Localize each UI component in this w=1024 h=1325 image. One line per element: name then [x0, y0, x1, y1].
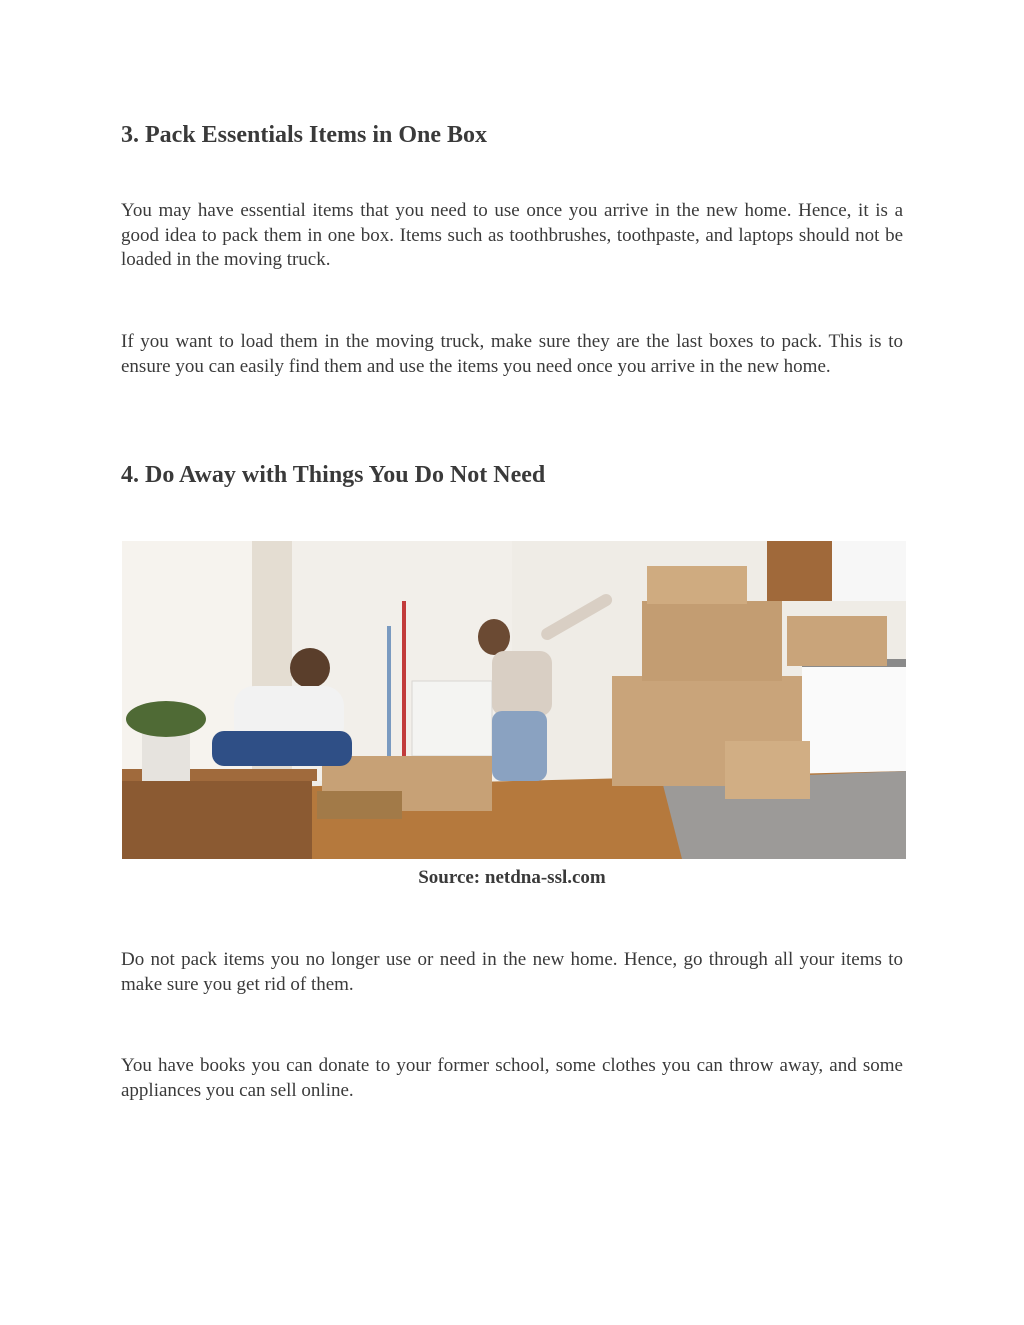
section-4-paragraph-1: Do not pack items you no longer use or need in the new home. Hence, go through all your items to make sure you get rid of them. [121, 949, 903, 995]
section-4-paragraph-2: You have books you can donate to your former school, some clothes you can throw away, and some appliances you can sell online. [121, 1055, 903, 1101]
section-3-paragraph-1: You may have essential items that you need to use once you arrive in the new home. Hence, it is a good idea to pack them in one box. Items such as toothbrushes, toothpaste, and laptops should not be loaded in the moving truck. [121, 200, 903, 270]
section-3-heading: 3. Pack Essentials Items in One Box [121, 122, 488, 148]
moving-couple-photo [122, 541, 906, 859]
image-caption: Source: netdna-ssl.com [418, 867, 606, 888]
section-3-paragraph-2: If you want to load them in the moving truck, make sure they are the last boxes to pack. This is to ensure you can easily find them and use the items you need once you arrive in the new home. [121, 331, 903, 377]
section-4-heading: 4. Do Away with Things You Do Not Need [121, 462, 546, 488]
